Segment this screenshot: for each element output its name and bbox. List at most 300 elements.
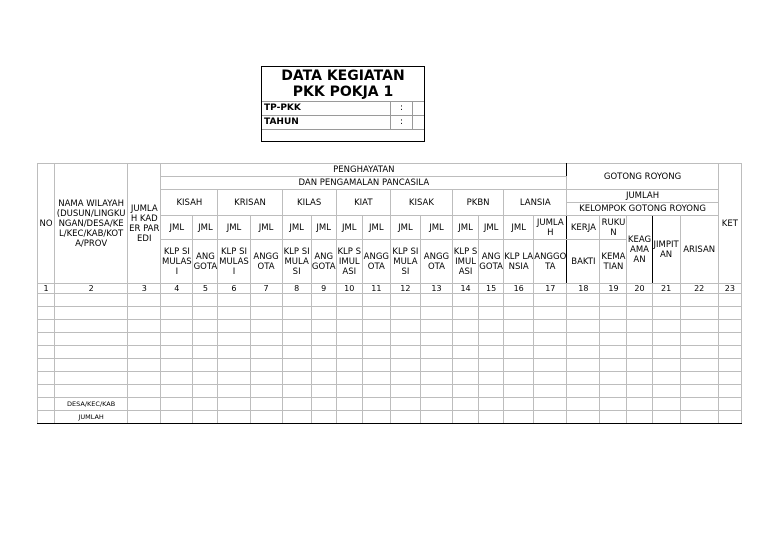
table-cell — [250, 398, 282, 411]
table-cell — [534, 294, 567, 307]
table-cell — [600, 307, 627, 320]
table-cell — [652, 385, 680, 398]
table-cell — [218, 385, 250, 398]
column-number-20: 20 — [627, 284, 652, 294]
table-cell — [718, 411, 741, 424]
table-cell — [38, 385, 55, 398]
table-cell — [420, 359, 452, 372]
table-cell — [218, 320, 250, 333]
table-cell — [282, 398, 311, 411]
table-cell — [534, 333, 567, 346]
table-cell — [161, 346, 193, 359]
sub-top-12: JML — [479, 216, 504, 240]
table-cell — [38, 411, 55, 424]
table-cell — [680, 411, 718, 424]
header-no: NO — [38, 164, 55, 284]
table-cell — [680, 398, 718, 411]
table-cell — [652, 294, 680, 307]
table-cell — [453, 294, 479, 307]
table-cell — [362, 359, 390, 372]
table-cell — [600, 411, 627, 424]
table-cell — [420, 411, 452, 424]
sub-top-9: JML — [390, 216, 420, 240]
table-cell — [336, 307, 362, 320]
table-cell — [311, 372, 336, 385]
table-cell — [128, 320, 161, 333]
table-cell — [504, 294, 534, 307]
table-cell — [390, 307, 420, 320]
table-cell — [193, 333, 218, 346]
column-number-14: 14 — [453, 284, 479, 294]
table-cell — [504, 359, 534, 372]
table-cell — [718, 333, 741, 346]
table-cell — [362, 333, 390, 346]
title-row-empty — [262, 129, 424, 142]
sub-bottom-5: KLP SIMULASI — [282, 240, 311, 284]
table-cell — [652, 372, 680, 385]
table-cell — [55, 359, 128, 372]
table-cell — [336, 385, 362, 398]
table-cell — [250, 372, 282, 385]
table-cell — [534, 307, 567, 320]
table-cell — [282, 359, 311, 372]
table-cell — [627, 320, 652, 333]
table-cell — [336, 333, 362, 346]
table-cell — [504, 320, 534, 333]
table-cell — [38, 333, 55, 346]
table-cell — [311, 398, 336, 411]
table-cell — [390, 398, 420, 411]
table-cell — [479, 385, 504, 398]
footer-row-desa — [38, 398, 742, 411]
column-number-5: 5 — [193, 284, 218, 294]
table-row — [38, 385, 742, 398]
sub-bottom-6: ANGGOTA — [311, 240, 336, 284]
table-cell — [362, 385, 390, 398]
table-cell — [311, 294, 336, 307]
table-cell — [453, 333, 479, 346]
table-cell — [600, 398, 627, 411]
table-cell — [567, 411, 600, 424]
header-nama-wilayah: NAMA WILAYAH(DUSUN/LINGKUNGAN/DESA/KEL/KEC/KAB/KOTA/PROV — [55, 164, 128, 284]
table-cell — [282, 385, 311, 398]
table-cell — [362, 411, 390, 424]
table-cell — [627, 294, 652, 307]
table-cell — [218, 294, 250, 307]
table-cell — [161, 385, 193, 398]
table-cell — [161, 307, 193, 320]
column-number-10: 10 — [336, 284, 362, 294]
table-cell — [600, 372, 627, 385]
table-cell — [38, 320, 55, 333]
header-kelompok-gotong-royong: KELOMPOK GOTONG ROYONG — [567, 203, 718, 216]
table-cell — [652, 333, 680, 346]
sub-bottom-4: ANGGOTA — [250, 240, 282, 284]
table-cell — [128, 372, 161, 385]
column-number-22: 22 — [680, 284, 718, 294]
column-number-row — [38, 284, 742, 294]
table-cell — [250, 307, 282, 320]
column-number-17: 17 — [534, 284, 567, 294]
sub-bottom-1: KLP SIMULASI — [161, 240, 193, 284]
tahun-label: TAHUN — [264, 117, 299, 127]
table-cell — [479, 307, 504, 320]
table-cell — [453, 372, 479, 385]
column-number-4: 4 — [161, 284, 193, 294]
table-cell — [218, 372, 250, 385]
table-cell — [390, 359, 420, 372]
table-cell — [718, 372, 741, 385]
table-cell — [311, 333, 336, 346]
table-row — [38, 307, 742, 320]
table-cell — [362, 398, 390, 411]
table-cell — [218, 398, 250, 411]
table-cell — [479, 333, 504, 346]
group-krisan: KRISAN — [218, 190, 282, 216]
table-cell — [282, 333, 311, 346]
table-cell — [680, 372, 718, 385]
table-cell — [479, 320, 504, 333]
table-cell — [504, 346, 534, 359]
table-cell — [600, 294, 627, 307]
table-cell — [218, 346, 250, 359]
table-cell — [627, 333, 652, 346]
table-cell — [627, 398, 652, 411]
table-cell — [420, 333, 452, 346]
table-cell — [534, 372, 567, 385]
table-cell — [534, 411, 567, 424]
sub-top-4: JML — [250, 216, 282, 240]
table-cell — [128, 294, 161, 307]
table-cell — [718, 294, 741, 307]
table-cell — [718, 307, 741, 320]
table-row — [38, 372, 742, 385]
table-cell — [193, 372, 218, 385]
sub-top-13: JML — [504, 216, 534, 240]
table-cell — [250, 411, 282, 424]
table-cell — [680, 359, 718, 372]
table-cell — [311, 307, 336, 320]
header-gotong-royong: GOTONG ROYONG — [567, 164, 718, 190]
table-cell — [534, 320, 567, 333]
table-cell — [534, 398, 567, 411]
group-pkbn: PKBN — [453, 190, 504, 216]
table-cell — [652, 398, 680, 411]
sub-top-8: JML — [362, 216, 390, 240]
table-cell — [218, 359, 250, 372]
table-cell — [55, 320, 128, 333]
table-cell — [128, 398, 161, 411]
table-cell — [718, 385, 741, 398]
table-row — [38, 320, 742, 333]
table-cell — [55, 372, 128, 385]
tp-pkk-label: TP-PKK — [264, 103, 301, 113]
table-cell — [718, 320, 741, 333]
table-cell — [250, 385, 282, 398]
table-cell — [161, 333, 193, 346]
table-cell — [282, 320, 311, 333]
table-cell — [38, 372, 55, 385]
table-cell — [336, 372, 362, 385]
table-cell — [193, 294, 218, 307]
table-cell — [652, 346, 680, 359]
table-cell — [336, 398, 362, 411]
header-jimpitan: JIMPITAN — [652, 216, 680, 284]
table-cell — [193, 359, 218, 372]
column-number-9: 9 — [311, 284, 336, 294]
sub-top-1: JML — [161, 216, 193, 240]
table-cell — [193, 346, 218, 359]
table-cell — [128, 333, 161, 346]
column-number-3: 3 — [128, 284, 161, 294]
table-cell — [479, 359, 504, 372]
table-cell — [504, 385, 534, 398]
table-cell — [128, 411, 161, 424]
table-cell — [534, 385, 567, 398]
column-number-23: 23 — [718, 284, 741, 294]
table-cell — [627, 411, 652, 424]
table-cell — [128, 359, 161, 372]
table-cell — [479, 411, 504, 424]
table-cell — [362, 346, 390, 359]
table-cell — [680, 333, 718, 346]
title-box — [261, 66, 425, 142]
table-cell — [55, 333, 128, 346]
table-cell — [567, 333, 600, 346]
title-row-tp-pkk — [262, 101, 424, 116]
table-cell — [193, 320, 218, 333]
table-cell — [336, 411, 362, 424]
table-cell — [390, 294, 420, 307]
table-cell — [652, 307, 680, 320]
column-number-12: 12 — [390, 284, 420, 294]
header-penghayatan: PENGHAYATAN — [161, 164, 567, 177]
group-kisak: KISAK — [390, 190, 452, 216]
table-cell — [390, 320, 420, 333]
table-cell — [627, 385, 652, 398]
table-cell — [652, 320, 680, 333]
table-cell — [282, 294, 311, 307]
table-cell — [479, 294, 504, 307]
table-cell — [311, 411, 336, 424]
sub-bottom-13: KLP LANSIA — [504, 240, 534, 284]
table-cell — [390, 372, 420, 385]
sub-bottom-12: ANGGOTA — [479, 240, 504, 284]
table-cell — [193, 411, 218, 424]
sub-bottom-14: ANGGOTA — [534, 240, 567, 284]
table-cell — [193, 398, 218, 411]
table-cell — [336, 320, 362, 333]
table-cell — [600, 320, 627, 333]
table-cell — [390, 411, 420, 424]
tahun-colon: : — [390, 116, 413, 130]
table-cell — [453, 385, 479, 398]
table-cell — [390, 385, 420, 398]
sub-top-6: JML — [311, 216, 336, 240]
table-cell — [479, 346, 504, 359]
table-cell — [55, 307, 128, 320]
footer-row-jumlah — [38, 411, 742, 424]
table-cell — [336, 294, 362, 307]
table-cell — [504, 307, 534, 320]
table-cell — [311, 346, 336, 359]
table-cell — [420, 320, 452, 333]
table-cell — [161, 411, 193, 424]
table-cell — [453, 320, 479, 333]
table-cell — [55, 346, 128, 359]
header-kerja: KERJA — [567, 216, 600, 240]
table-row — [38, 346, 742, 359]
column-number-19: 19 — [600, 284, 627, 294]
table-cell — [718, 398, 741, 411]
table-cell — [420, 372, 452, 385]
table-cell — [282, 372, 311, 385]
table-cell — [567, 385, 600, 398]
footer-jumlah: JUMLAH — [55, 411, 128, 424]
table-cell — [680, 320, 718, 333]
table-cell — [161, 359, 193, 372]
table-cell — [193, 385, 218, 398]
table-cell — [311, 320, 336, 333]
header-jumlah-kader: JUMLAH KADER PAREDI — [128, 164, 161, 284]
table-row — [38, 333, 742, 346]
table-cell — [218, 411, 250, 424]
table-cell — [567, 294, 600, 307]
table-cell — [282, 411, 311, 424]
table-cell — [250, 333, 282, 346]
table-cell — [718, 359, 741, 372]
data-table — [37, 163, 742, 424]
table-cell — [161, 398, 193, 411]
sub-top-10: JML — [420, 216, 452, 240]
table-cell — [627, 346, 652, 359]
table-cell — [567, 372, 600, 385]
table-cell — [680, 307, 718, 320]
table-cell — [193, 307, 218, 320]
table-cell — [336, 359, 362, 372]
table-cell — [38, 346, 55, 359]
footer-desa-kec-kab: DESA/KEC/KAB — [55, 398, 128, 411]
table-cell — [627, 307, 652, 320]
sub-bottom-2: ANGGOTA — [193, 240, 218, 284]
column-number-11: 11 — [362, 284, 390, 294]
column-number-18: 18 — [567, 284, 600, 294]
table-cell — [718, 346, 741, 359]
sub-bottom-10: ANGGOTA — [420, 240, 452, 284]
sub-top-7: JML — [336, 216, 362, 240]
table-cell — [390, 333, 420, 346]
table-cell — [627, 359, 652, 372]
table-cell — [600, 359, 627, 372]
table-cell — [600, 333, 627, 346]
table-cell — [567, 359, 600, 372]
table-cell — [161, 372, 193, 385]
table-cell — [282, 307, 311, 320]
table-cell — [38, 398, 55, 411]
table-cell — [161, 320, 193, 333]
sub-bottom-3: KLP SIMULASI — [218, 240, 250, 284]
table-cell — [390, 346, 420, 359]
group-kilas: KILAS — [282, 190, 336, 216]
table-cell — [420, 398, 452, 411]
table-cell — [600, 385, 627, 398]
table-cell — [420, 294, 452, 307]
tp-pkk-colon: : — [390, 102, 413, 116]
table-cell — [362, 320, 390, 333]
table-cell — [652, 411, 680, 424]
table-cell — [128, 307, 161, 320]
table-cell — [627, 372, 652, 385]
table-cell — [504, 333, 534, 346]
table-cell — [362, 372, 390, 385]
table-cell — [534, 346, 567, 359]
table-row — [38, 294, 742, 307]
document-title — [262, 67, 424, 102]
table-cell — [600, 346, 627, 359]
table-cell — [680, 346, 718, 359]
table-cell — [567, 398, 600, 411]
table-cell — [311, 385, 336, 398]
sub-top-14: JUMLAH — [534, 216, 567, 240]
table-cell — [652, 359, 680, 372]
table-cell — [250, 320, 282, 333]
sub-top-11: JML — [453, 216, 479, 240]
title-line-1: DATA KEGIATAN — [281, 68, 405, 84]
table-cell — [479, 398, 504, 411]
column-number-15: 15 — [479, 284, 504, 294]
table-cell — [567, 307, 600, 320]
table-cell — [55, 294, 128, 307]
column-number-6: 6 — [218, 284, 250, 294]
group-lansia: LANSIA — [504, 190, 567, 216]
title-line-2: PKK POKJA 1 — [292, 84, 394, 100]
group-kisah: KISAH — [161, 190, 218, 216]
sub-top-5: JML — [282, 216, 311, 240]
header-pengamalan: DAN PENGAMALAN PANCASILA — [161, 177, 567, 190]
table-row — [38, 359, 742, 372]
table-cell — [420, 346, 452, 359]
table-cell — [250, 359, 282, 372]
sub-bottom-9: KLP SIMULASI — [390, 240, 420, 284]
column-number-2: 2 — [55, 284, 128, 294]
column-number-13: 13 — [420, 284, 452, 294]
header-rukun: RUKUN — [601, 217, 626, 238]
table-cell — [362, 294, 390, 307]
table-cell — [311, 359, 336, 372]
table-cell — [38, 359, 55, 372]
column-number-8: 8 — [282, 284, 311, 294]
table-cell — [680, 385, 718, 398]
header-arisan: ARISAN — [680, 216, 718, 284]
table-cell — [128, 346, 161, 359]
table-cell — [504, 398, 534, 411]
header-keagamaan: KEAGAMAAN — [627, 216, 652, 284]
table-cell — [567, 346, 600, 359]
table-cell — [420, 385, 452, 398]
sub-bottom-11: KLP SIMULASI — [453, 240, 479, 284]
table-cell — [218, 333, 250, 346]
table-cell — [250, 346, 282, 359]
table-cell — [55, 385, 128, 398]
table-cell — [420, 307, 452, 320]
table-cell — [453, 346, 479, 359]
sub-top-2: JML — [193, 216, 218, 240]
column-number-16: 16 — [504, 284, 534, 294]
table-cell — [282, 346, 311, 359]
table-cell — [453, 307, 479, 320]
column-number-1: 1 — [38, 284, 55, 294]
column-number-7: 7 — [250, 284, 282, 294]
